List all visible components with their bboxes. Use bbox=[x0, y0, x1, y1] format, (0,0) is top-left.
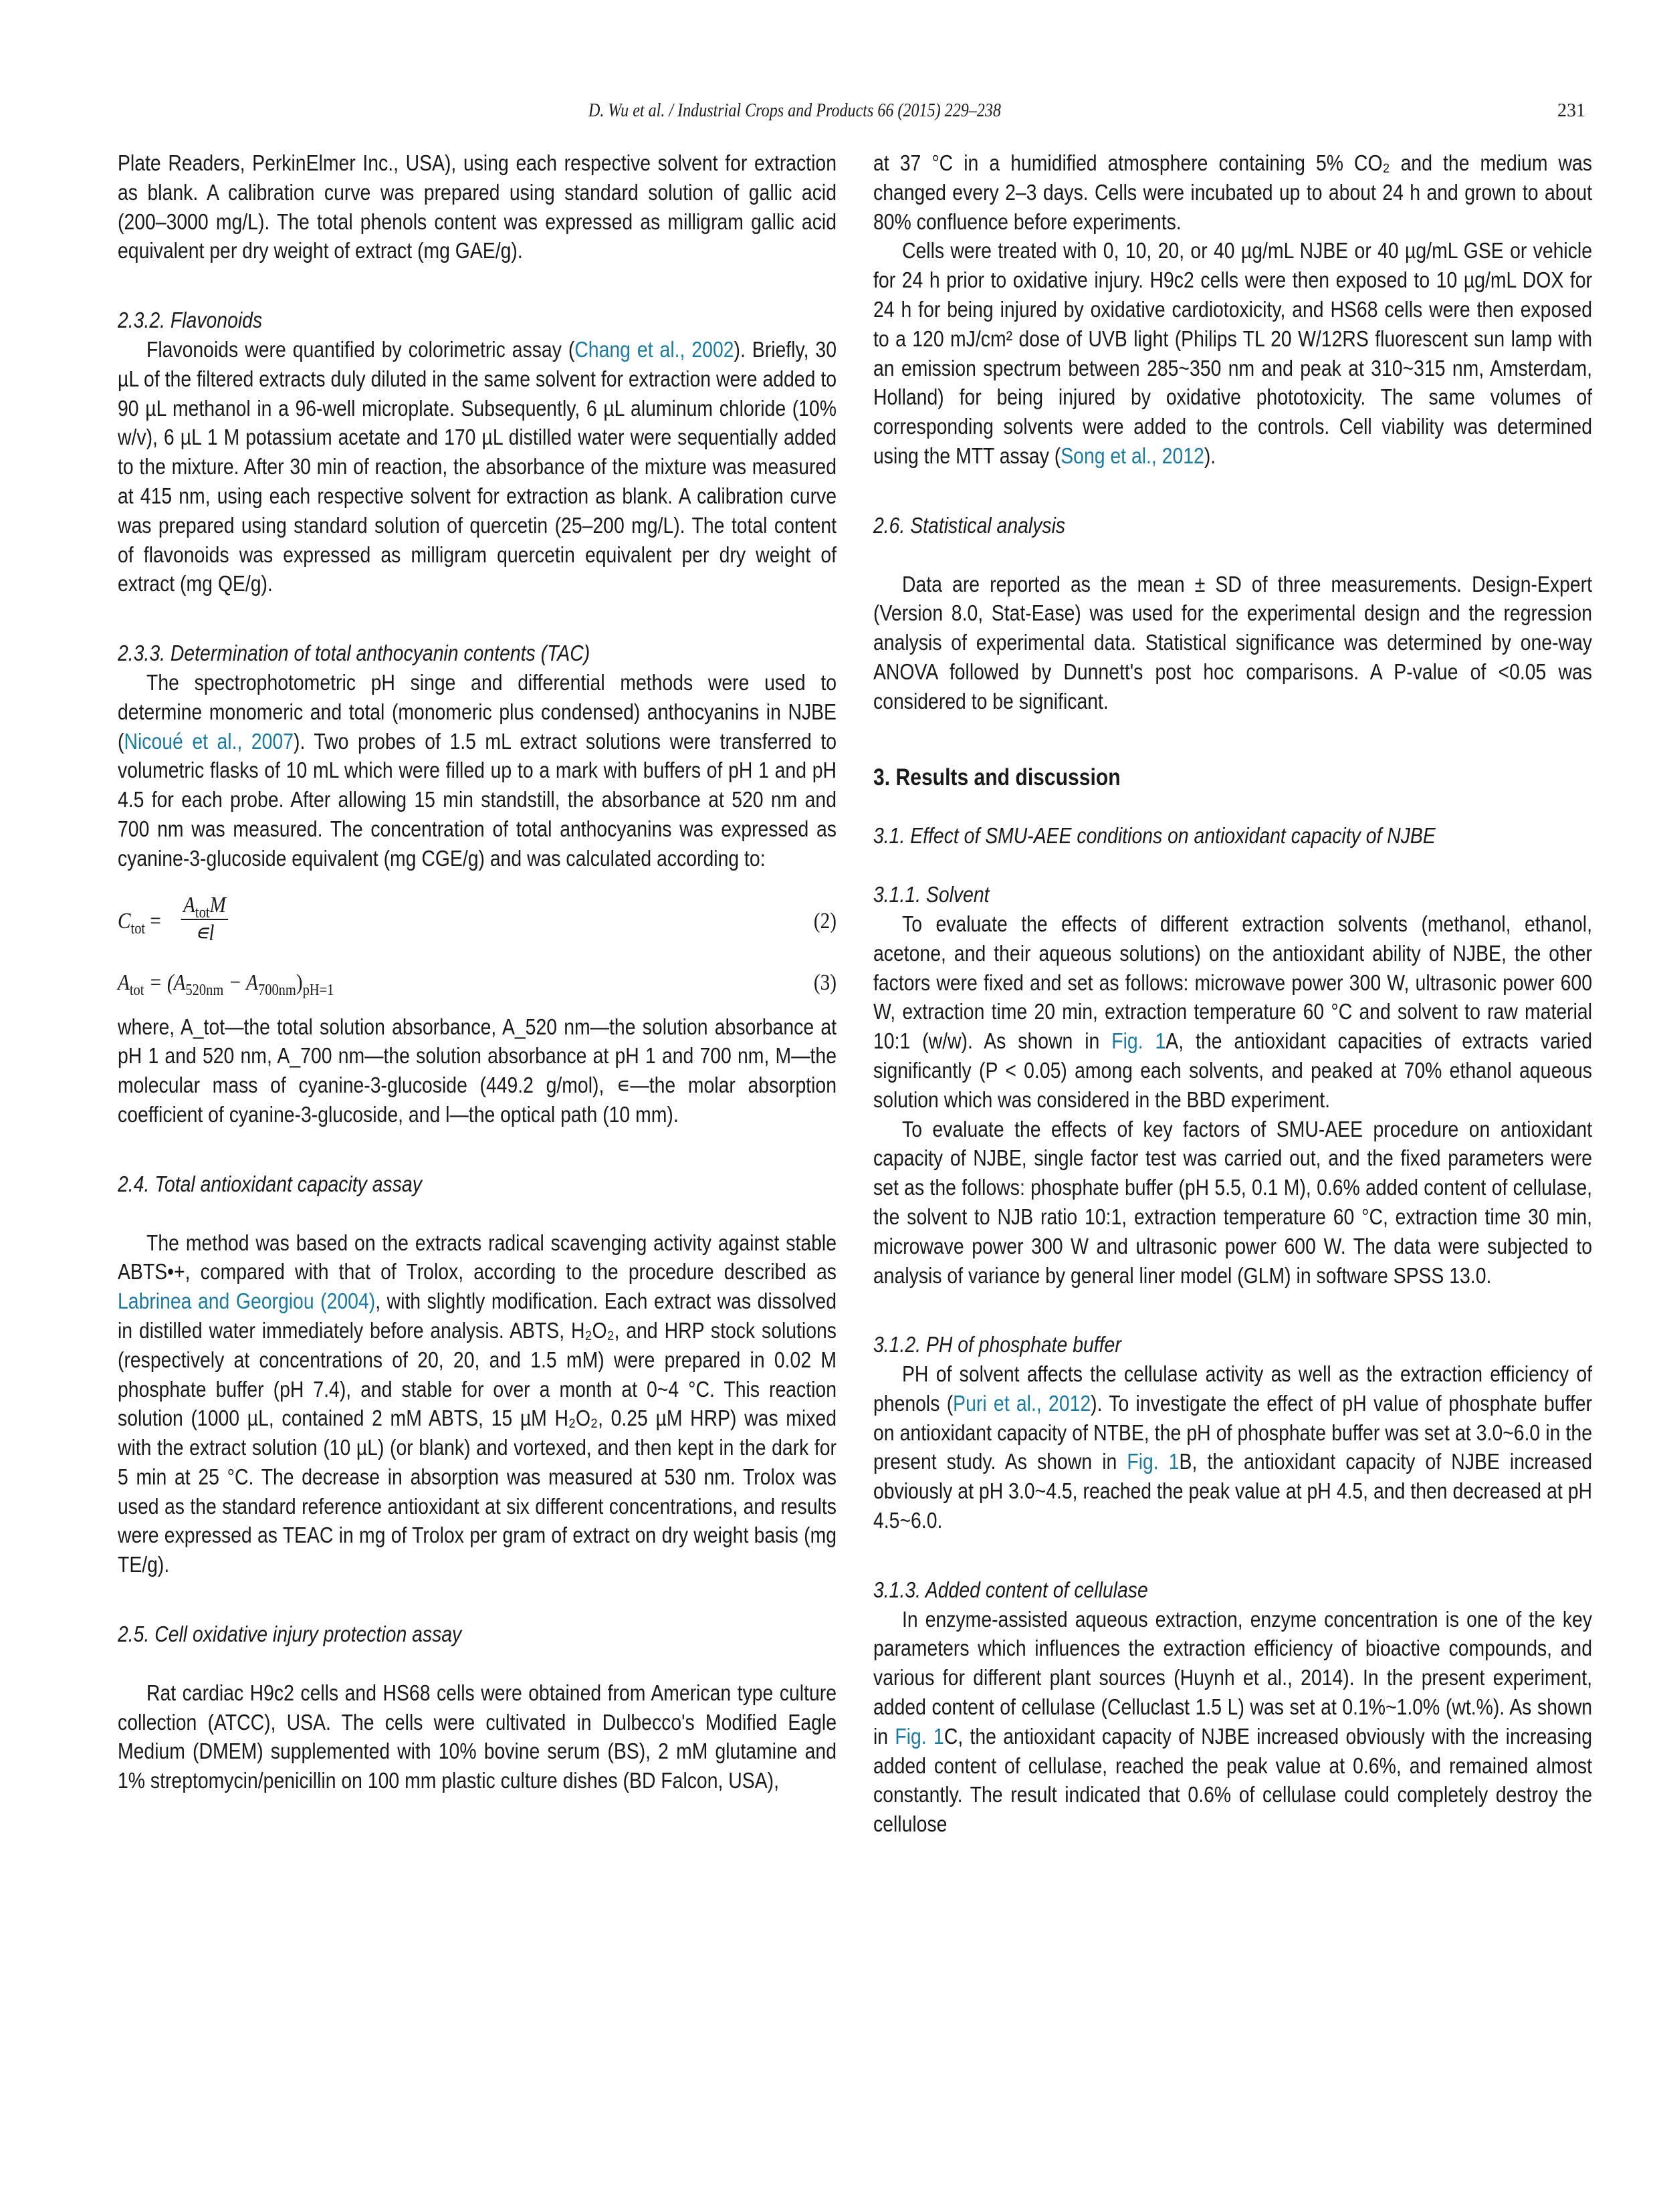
eq-symbol: A bbox=[183, 892, 195, 917]
eq-symbol: A bbox=[118, 970, 130, 995]
eq-symbol: = (A bbox=[144, 970, 186, 995]
text: Cells were treated with 0, 10, 20, or 40 µg/mL NJBE or 40 µg/mL GSE or vehicle for 24 h prior to oxidative injury. H9c2 cells were then exposed to 10 µg/mL DOX for 24 h for being injured by oxidative cardiotoxicity, and HS68 cells were then exposed to a 120 mJ/cm² dose of UVB light (Philips TL 20 W/12RS fluorescent sun lamp with an emission spectrum between 285~350 nm and peak at 310~315 nm, Amsterdam, Holland) for being injured by oxidative phototoxicity. The same volumes of corresponding solvents were added to the controls. Cell viability was determined using the MTT assay ( bbox=[873, 238, 1592, 468]
paragraph bbox=[873, 909, 1592, 1115]
section-heading-3-1: 3.1. Effect of SMU-AEE conditions on antioxidant capacity of NJBE bbox=[873, 823, 1436, 849]
eq-subscript: tot bbox=[130, 919, 146, 937]
eq-symbol: C bbox=[118, 908, 131, 933]
section-heading-2-4: 2.4. Total antioxidant capacity assay bbox=[118, 1171, 422, 1196]
equation-3 bbox=[118, 966, 837, 1003]
citation-link[interactable]: Nicoué et al., 2007 bbox=[124, 728, 294, 754]
left-column bbox=[118, 148, 837, 1795]
eq-subscript: pH=1 bbox=[302, 981, 334, 999]
figure-link[interactable]: Fig. 1 bbox=[895, 1723, 944, 1749]
citation-link[interactable]: Chang et al., 2002 bbox=[574, 336, 734, 362]
paragraph: where, A_tot—the total solution absorbance, A_520 nm—the solution absorbance at pH 1 and 520 nm, A_700 nm—the solution absorbance at pH 1 and 700 nm, M—the molecular mass of cyanine-3-glucoside (449.2 g/mol), ∊—the molar absorption coefficient of cyanine-3-glucoside, and l—the optical path (10 mm). bbox=[118, 1014, 837, 1127]
paragraph bbox=[118, 1228, 837, 1580]
text: ). To investigate the effect of pH value of phosphate buffer on antioxidant capacity of NTBE, the pH of phosphate buffer was set at 3.0~6.0 in the present study. As shown in bbox=[873, 1390, 1592, 1474]
section-heading-2-3-3: 2.3.3. Determination of total anthocyanin contents (TAC) bbox=[118, 641, 590, 666]
citation-link[interactable]: Puri et al., 2012 bbox=[953, 1390, 1091, 1416]
paragraph: Plate Readers, PerkinElmer Inc., USA), using each respective solvent for extraction as blank. A calibration curve was prepared using standard solution of gallic acid (200–3000 mg/L). The total phenols content was expressed as milligram gallic acid equivalent per dry weight of extract (mg GAE/g). bbox=[118, 150, 837, 263]
section-heading-2-6: 2.6. Statistical analysis bbox=[873, 512, 1066, 538]
eq-denominator: ∊l bbox=[195, 920, 215, 946]
paragraph: To evaluate the effects of key factors of SMU-AEE procedure on antioxidant capacity of NJBE, single factor test was carried out, and the fixed parameters were set as the follows: phosphate buffer (pH 5.5, 0.1 M), 0.6% added content of cellulase, the solvent to NJB ratio 10:1, extraction temperature 60 °C, extraction time 30 min, microwave power 300 W and ultrasonic power 600 W. The data were subjected to analysis of variance by general liner model (GLM) in software SPSS 13.0. bbox=[873, 1116, 1592, 1288]
section-heading-3-1-3: 3.1.3. Added content of cellulase bbox=[873, 1577, 1148, 1602]
text: Flavonoids were quantified by colorimetric assay ( bbox=[146, 336, 575, 362]
text: ). Briefly, 30 µL of the filtered extracts duly diluted in the same solvent for extraction were added to 90 µL methanol in a 96-well microplate. Subsequently, 6 µL aluminum chloride (10% w/v), 6 µL 1 M potassium acetate and 170 µL distilled water were sequentially added to the mixture. After 30 min of reaction, the absorbance of the mixture was measured at 415 nm, using each respective solvent for extraction as blank. A calibration curve was prepared using standard solution of quercetin (25–200 mg/L). The total content of flavonoids was expressed as milligram quercetin equivalent per dry weight of extract (mg QE/g). bbox=[118, 336, 837, 596]
section-heading-3: 3. Results and discussion bbox=[873, 764, 1121, 790]
paragraph: Data are reported as the mean ± SD of three measurements. Design-Expert (Version 8.0, Stat-Ease) was used for the experimental design and the regression analysis of experimental data. Statistical significance was determined by one-way ANOVA followed by Dunnett's post hoc comparisons. A P-value of <0.05 was considered to be significant. bbox=[873, 571, 1592, 713]
text: In enzyme-assisted aqueous extraction, enzyme concentration is one of the key parameters which influences the extraction efficiency of bioactive compounds, and various for different plant sources (Huynh et al., 2014). In the present experiment, added content of cellulase (Celluclast 1.5 L) was set at 0.1%~1.0% (wt.%). As shown in bbox=[873, 1606, 1592, 1749]
text: , with slightly modification. Each extract was dissolved in distilled water immediately before analysis. ABTS, H₂O₂, and HRP stock solutions (respectively at concentrations of 20, 20, and 1.5 mM) were prepared in 0.02 M phosphate buffer (pH 7.4), and stable for over a month at 0~4 °C. This reaction solution (1000 µL, contained 2 mM ABTS, 15 µM H₂O₂, 0.25 µM HRP) was mixed with the extract solution (10 µL) (or blank) and vortexed, and then kept in the dark for 5 min at 25 °C. The decrease in absorption was measured at 530 nm. Trolox was used as the standard reference antioxidant at six different concentrations, and results were expressed as TEAC in mg of Trolox per gram of extract on dry weight basis (mg TE/g). bbox=[118, 1289, 837, 1577]
eq-subscript: tot bbox=[129, 981, 144, 999]
text: PH of solvent affects the cellulase activity as well as the extraction efficiency of phenols ( bbox=[873, 1361, 1592, 1416]
eq-symbol: M bbox=[209, 892, 226, 917]
eq-subscript: tot bbox=[195, 903, 210, 921]
paragraph bbox=[873, 1359, 1592, 1535]
eq-subscript: 520nm bbox=[185, 981, 224, 999]
section-heading-3-1-2: 3.1.2. PH of phosphate buffer bbox=[873, 1332, 1121, 1357]
text: C, the antioxidant capacity of NJBE increased obviously with the increasing added content of cellulase, reached the peak value at 0.6%, and remained almost constantly. The result indicated that 0.6% of cellulase could completely destroy the cellulose bbox=[873, 1723, 1592, 1837]
section-heading-2-3-2: 2.3.2. Flavonoids bbox=[118, 308, 263, 333]
paragraph: Rat cardiac H9c2 cells and HS68 cells were obtained from American type culture collection (ATCC), USA. The cells were cultivated in Dulbecco's Modified Eagle Medium (DMEM) supplemented with 10% bovine serum (BS), 2 mM glutamine and 1% streptomycin/penicillin on 100 mm plastic culture dishes (BD Falcon, USA), bbox=[118, 1680, 837, 1793]
text: To evaluate the effects of different extraction solvents (methanol, ethanol, acetone, and their aqueous solutions) on the antioxidant ability of NJBE, the other factors were fixed and set as follows: microwave power 300 W, ultrasonic power 600 W, extraction time 20 min, extraction temperature 60 °C and solvent to raw material 10:1 (w/w). As shown in bbox=[873, 911, 1592, 1054]
text: The spectrophotometric pH singe and differential methods were used to determine monomeric and total (monomeric plus condensed) anthocyanins in NJBE ( bbox=[118, 669, 837, 754]
figure-link[interactable]: Fig. 1 bbox=[1111, 1028, 1166, 1054]
eq-symbol: ) bbox=[296, 970, 303, 995]
running-head: D. Wu et al. / Industrial Crops and Products 66 (2015) 229–238 bbox=[588, 100, 1001, 121]
text: B, the antioxidant capacity of NJBE increased obviously at pH 3.0~4.5, reached the peak value at pH 4.5, and then decreased at pH 4.5~6.0. bbox=[873, 1449, 1592, 1533]
text: ). bbox=[1204, 443, 1216, 468]
equation-2: $C_{tot}$ = $A_{tot}M$ ∊l (2) bbox=[118, 892, 837, 946]
text: A, the antioxidant capacities of extracts varied significantly (P < 0.05) among each solvents, and peaked at 70% ethanol aqueous solution which was considered in the BBD experiment. bbox=[873, 1028, 1592, 1112]
citation-link[interactable]: Song et al., 2012 bbox=[1061, 443, 1204, 468]
paragraph bbox=[118, 668, 837, 873]
paragraph bbox=[873, 1605, 1592, 1839]
section-heading-2-5: 2.5. Cell oxidative injury protection assay bbox=[118, 1622, 462, 1647]
paragraph bbox=[118, 335, 837, 598]
paragraph bbox=[873, 236, 1592, 470]
eq-symbol: − A bbox=[223, 970, 258, 995]
figure-link[interactable]: Fig. 1 bbox=[1127, 1449, 1180, 1474]
text: ). Two probes of 1.5 mL extract solutions were transferred to volumetric flasks of 10 mL which were filled up to a mark with buffers of pH 1 and pH 4.5 for each probe. After allowing 15 min standstill, the absorbance at 520 nm and 700 nm was measured. The concentration of total anthocyanins was expressed as cyanine-3-glucoside equivalent (mg CGE/g) and was calculated according to: bbox=[118, 728, 837, 871]
right-column bbox=[873, 148, 1592, 1839]
citation-link[interactable]: Labrinea and Georgiou (2004) bbox=[118, 1289, 376, 1314]
paragraph: at 37 °C in a humidified atmosphere containing 5% CO₂ and the medium was changed every 2–3 days. Cells were incubated up to about 24 h and grown to about 80% confluence before experiments. bbox=[873, 150, 1592, 234]
text: The method was based on the extracts radical scavenging activity against stable ABTS•+, compared with that of Trolox, according to the procedure described as bbox=[118, 1230, 837, 1285]
equation-number: (3) bbox=[813, 970, 837, 995]
section-heading-3-1-1: 3.1.1. Solvent bbox=[873, 882, 990, 907]
eq-subscript: 700nm bbox=[257, 981, 296, 999]
page-number: 231 bbox=[1557, 100, 1585, 121]
equation-number: (2) bbox=[813, 908, 837, 933]
